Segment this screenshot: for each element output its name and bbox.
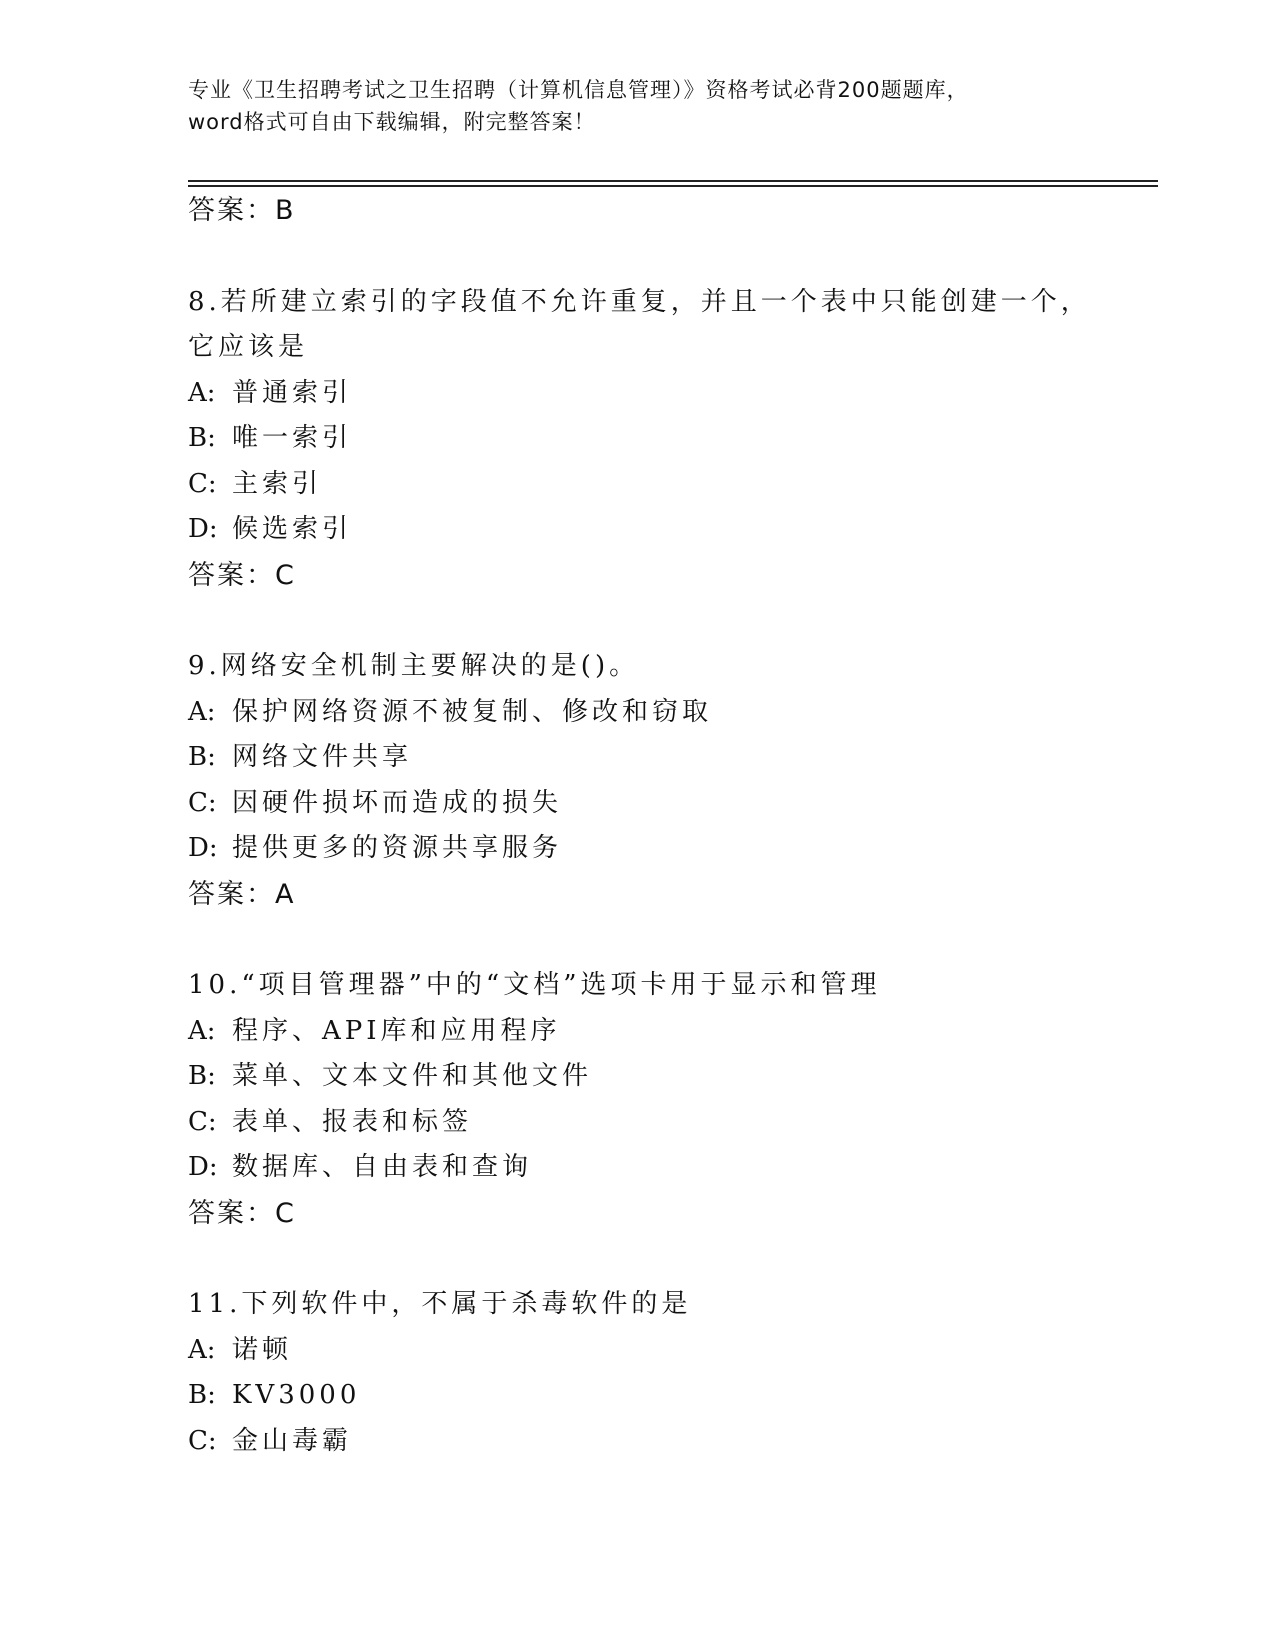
option-text: 网络文件共享 [232, 742, 413, 772]
question-stem: 10.“项目管理器”中的“文档”选项卡用于显示和管理 [188, 970, 881, 1000]
option-text: 唯一索引 [232, 423, 353, 453]
answer-line: 答案：B [188, 195, 296, 226]
option-text: 程序、API库和应用程序 [232, 1015, 561, 1046]
answer-line: 答案：C [188, 1197, 296, 1229]
option-a [188, 690, 1168, 736]
answer-line: 答案：A [188, 878, 296, 910]
option-text: 保护网络资源不被复制、修改和窃取 [232, 696, 713, 727]
option-letter: C: [188, 787, 217, 818]
option-text: 表单、报表和标签 [232, 1106, 473, 1137]
question-list [188, 188, 1168, 1464]
question-block [188, 1282, 1168, 1464]
option-c [188, 781, 1168, 827]
question-block [188, 963, 1168, 1236]
option-letter: C: [188, 1425, 217, 1456]
question-block [188, 280, 1168, 599]
question-stem: 8.若所建立索引的字段值不允许重复，并且一个表中只能创建一个， [188, 286, 1091, 317]
option-b [188, 416, 1168, 462]
option-a [188, 1009, 1168, 1055]
question-stem: 9.网络安全机制主要解决的是()。 [188, 651, 640, 681]
document-header [188, 74, 1088, 138]
option-text: 主索引 [232, 468, 323, 499]
option-letter: B: [188, 742, 216, 772]
option-letter: D: [188, 833, 218, 863]
option-letter: C: [188, 468, 217, 499]
option-text: 提供更多的资源共享服务 [232, 833, 563, 863]
option-text: KV3000 [232, 1380, 361, 1410]
option-text: 候选索引 [232, 514, 353, 544]
question-stem: 11.下列软件中，不属于杀毒软件的是 [188, 1289, 692, 1319]
option-letter: A: [188, 377, 216, 408]
question-stem-continued: 它应该是 [188, 332, 309, 362]
option-letter: B: [188, 1061, 216, 1091]
option-letter: A: [188, 696, 216, 727]
option-d [188, 1145, 1168, 1191]
option-b [188, 1054, 1168, 1100]
option-text: 普通索引 [232, 377, 353, 408]
header-divider-bottom [188, 185, 1158, 187]
answer-line: 答案：C [188, 559, 296, 591]
option-text: 因硬件损坏而造成的损失 [232, 787, 563, 818]
header-line-1: 专业《卫生招聘考试之卫生招聘（计算机信息管理）》资格考试必背200题题库， [188, 78, 969, 102]
option-d [188, 826, 1168, 872]
option-letter: A: [188, 1334, 216, 1365]
option-letter: B: [188, 423, 216, 453]
option-text: 诺顿 [232, 1334, 293, 1365]
option-b [188, 1373, 1168, 1419]
option-c [188, 462, 1168, 508]
question-block [188, 644, 1168, 917]
option-letter: A: [188, 1015, 216, 1046]
option-text: 菜单、文本文件和其他文件 [232, 1061, 593, 1091]
option-b [188, 735, 1168, 781]
option-letter: D: [188, 1152, 218, 1182]
option-a [188, 371, 1168, 417]
header-line-2: word格式可自由下载编辑，附完整答案！ [188, 110, 596, 134]
header-divider-top [188, 180, 1158, 182]
option-letter: D: [188, 514, 218, 544]
option-text: 数据库、自由表和查询 [232, 1152, 533, 1182]
option-d [188, 507, 1168, 553]
option-text: 金山毒霸 [232, 1425, 353, 1456]
option-letter: C: [188, 1106, 217, 1137]
option-c [188, 1100, 1168, 1146]
option-letter: B: [188, 1380, 216, 1410]
option-a [188, 1328, 1168, 1374]
option-c [188, 1419, 1168, 1465]
